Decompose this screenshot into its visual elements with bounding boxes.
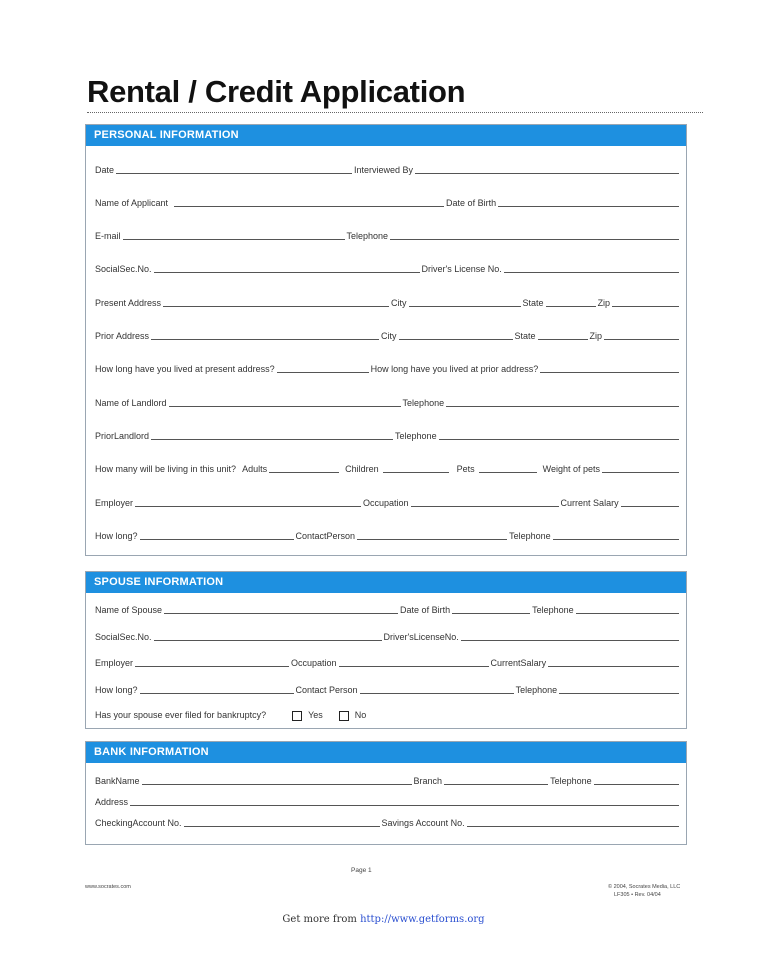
get-more-text: Get more from [282,914,357,925]
getforms-link[interactable]: http://www.getforms.org [360,914,485,925]
city-label: City [391,298,407,308]
spouse-ssn-row [93,630,679,642]
bank-name-row [93,774,679,786]
yes-label: Yes [308,710,323,720]
branch-label: Branch [413,776,443,786]
drivers-license-label: Driver'sLicenseNo. [383,632,459,642]
social-sec-field[interactable] [154,272,420,273]
checking-account-field[interactable] [184,826,380,827]
prior-landlord-label: PriorLandlord [95,431,150,441]
date-of-birth-label: Date of Birth [446,198,497,208]
employer-label: Employer [95,658,134,668]
spouse-date-of-birth-field[interactable] [452,613,530,614]
current-salary-label: CurrentSalary [490,658,547,668]
date-of-birth-label: Date of Birth [400,605,451,615]
spouse-employer-row [93,656,679,668]
how-long-prior-label: How long have you lived at prior address? [370,364,539,374]
telephone-label: Telephone [509,531,551,541]
zip-label: Zip [597,298,611,308]
bankruptcy-row [93,708,679,720]
interviewed-by-label: Interviewed By [354,165,414,175]
employer-label: Employer [95,498,134,508]
state-label: State [514,331,536,341]
employer-telephone-field[interactable] [553,539,679,540]
bankruptcy-question: Has your spouse ever filed for bankruptcy? [95,710,267,720]
city-field[interactable] [409,306,521,307]
spouse-contact-person-field[interactable] [360,693,514,694]
no-checkbox[interactable] [339,711,349,721]
email-label: E-mail [95,231,121,241]
name-of-spouse-field[interactable] [164,613,398,614]
date-row [93,163,679,175]
present-address-label: Present Address [95,298,162,308]
zip-field[interactable] [612,306,679,307]
prior-address-row [93,329,679,341]
footer-copyright: © 2004, Socrates Media, LLC [608,884,681,890]
adults-field[interactable] [269,472,339,473]
section-heading: PERSONAL INFORMATION [86,125,686,146]
how-long-prior-field[interactable] [540,372,679,373]
occupation-label: Occupation [291,658,337,668]
telephone-label: Telephone [395,431,437,441]
how-long-field[interactable] [140,539,294,540]
account-numbers-row [93,816,679,828]
employer-field[interactable] [135,506,361,507]
spouse-name-row [93,603,679,615]
state-field[interactable] [546,306,596,307]
present-address-row [93,296,679,308]
spouse-current-salary-field[interactable] [548,666,679,667]
email-row [93,229,679,241]
footer-form-code: LF305 • Rev. 04/04 [614,892,661,898]
telephone-label: Telephone [532,605,574,615]
spouse-information-section [85,571,687,729]
page-number: Page 1 [351,867,372,874]
drivers-license-label: Driver's License No. [421,264,502,274]
interviewed-by-field[interactable] [415,173,679,174]
how-long-label: How long? [95,531,138,541]
spouse-how-long-field[interactable] [140,693,294,694]
landlord-telephone-field[interactable] [446,406,679,407]
yes-checkbox[interactable] [292,711,302,721]
personal-information-section [85,124,687,556]
how-long-present-label: How long have you lived at present address? [95,364,275,374]
date-label: Date [95,165,115,175]
social-sec-label: SocialSec.No. [95,264,152,274]
name-of-applicant-field[interactable] [174,206,444,207]
prior-landlord-telephone-field[interactable] [439,439,679,440]
name-of-applicant-label: Name of Applicant [95,198,169,208]
bank-information-section [85,741,687,845]
weight-of-pets-label: Weight of pets [542,464,600,474]
spouse-occupation-field[interactable] [339,666,489,667]
city-field[interactable] [399,339,513,340]
bank-telephone-field[interactable] [594,784,679,785]
state-label: State [522,298,544,308]
city-label: City [381,331,397,341]
how-many-living-label: How many will be living in this unit? [95,464,237,474]
occupants-row [93,462,679,474]
page-title: Rental / Credit Application [87,74,466,109]
how-long-present-field[interactable] [277,372,369,373]
section-heading: SPOUSE INFORMATION [86,572,686,593]
spouse-telephone-field[interactable] [576,613,679,614]
how-long-label: How long? [95,685,138,695]
bank-address-field[interactable] [130,805,679,806]
footer-website: www.socrates.com [85,884,131,890]
prior-landlord-row [93,429,679,441]
zip-label: Zip [589,331,603,341]
spouse-duration-row [93,683,679,695]
section-heading: BANK INFORMATION [86,742,686,763]
address-label: Address [95,797,129,807]
bank-address-row [93,795,679,807]
pets-field[interactable] [479,472,537,473]
occupation-label: Occupation [363,498,409,508]
name-of-landlord-field[interactable] [169,406,401,407]
spouse-social-sec-field[interactable] [154,640,382,641]
get-more-banner [0,914,767,925]
children-field[interactable] [383,472,449,473]
contact-person-label: Contact Person [295,685,358,695]
bank-name-label: BankName [95,776,140,786]
applicant-row [93,196,679,208]
checking-account-label: CheckingAccount No. [95,818,182,828]
bank-name-field[interactable] [142,784,412,785]
social-sec-label: SocialSec.No. [95,632,152,642]
prior-landlord-field[interactable] [151,439,393,440]
state-field[interactable] [538,339,588,340]
date-field[interactable] [116,173,352,174]
spouse-drivers-license-field[interactable] [461,640,679,641]
title-divider [87,112,703,113]
employment-duration-row [93,529,679,541]
telephone-label: Telephone [515,685,558,695]
landlord-row [93,396,679,408]
telephone-label: Telephone [550,776,592,786]
pets-label: Pets [456,464,475,474]
telephone-label: Telephone [346,231,389,241]
savings-account-label: Savings Account No. [381,818,465,828]
prior-address-field[interactable] [151,339,379,340]
telephone-field[interactable] [390,239,679,240]
current-salary-label: Current Salary [560,498,619,508]
occupation-field[interactable] [411,506,559,507]
adults-label: Adults [242,464,268,474]
weight-of-pets-field[interactable] [602,472,679,473]
prior-address-label: Prior Address [95,331,150,341]
present-address-field[interactable] [163,306,389,307]
name-of-landlord-label: Name of Landlord [95,398,167,408]
savings-account-field[interactable] [467,826,679,827]
zip-field[interactable] [604,339,679,340]
contact-person-label: ContactPerson [295,531,356,541]
spouse-contact-telephone-field[interactable] [559,693,679,694]
current-salary-field[interactable] [621,506,679,507]
drivers-license-field[interactable] [504,272,679,273]
telephone-label: Telephone [402,398,445,408]
contact-person-field[interactable] [357,539,507,540]
branch-field[interactable] [444,784,548,785]
date-of-birth-field[interactable] [498,206,679,207]
name-of-spouse-label: Name of Spouse [95,605,163,615]
children-label: Children [345,464,379,474]
no-label: No [354,710,367,720]
employer-row [93,496,679,508]
ssn-row [93,262,679,274]
residence-duration-row [93,362,679,374]
spouse-employer-field[interactable] [135,666,289,667]
email-field[interactable] [123,239,345,240]
